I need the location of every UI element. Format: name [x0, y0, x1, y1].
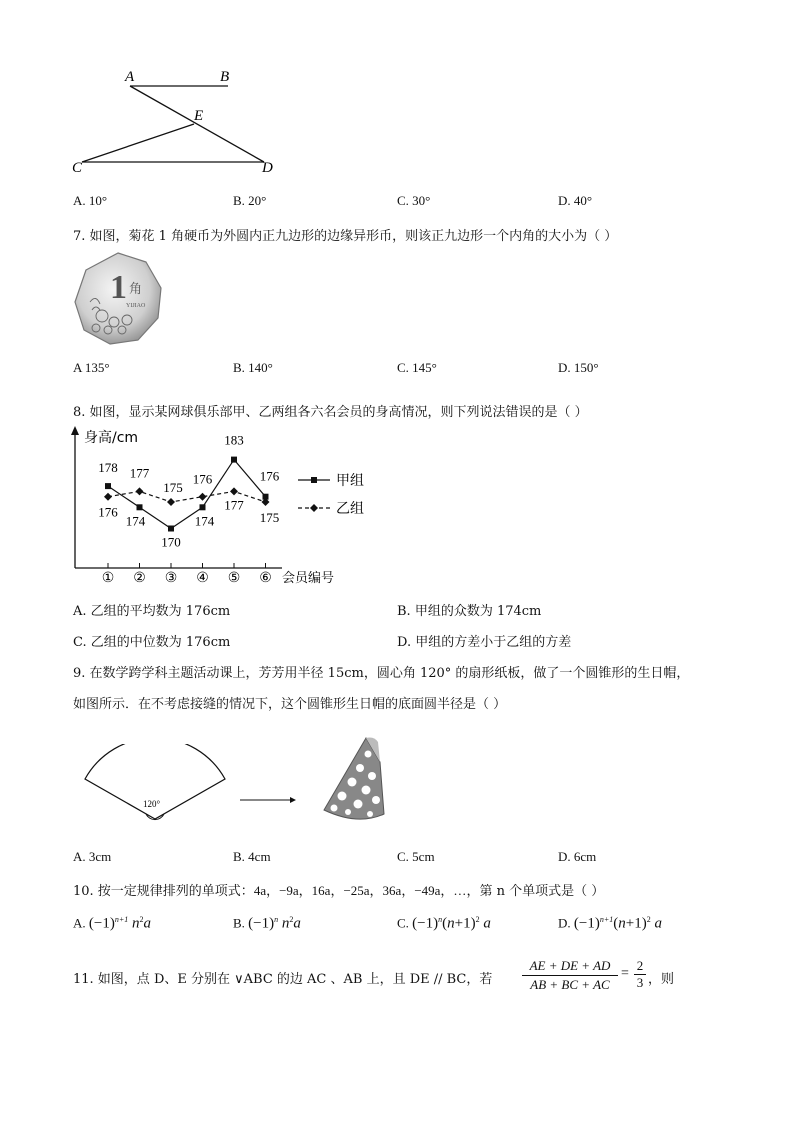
label-b: B: [220, 69, 230, 85]
legend-label-jia: 甲组: [336, 473, 364, 489]
q11-equals: =: [621, 966, 629, 981]
data-label: 170: [161, 534, 181, 550]
q8-option-b[interactable]: B. 甲组的众数为 174cm: [397, 604, 542, 619]
q7-option-b[interactable]: B. 140°: [233, 360, 273, 375]
data-point: [104, 493, 112, 501]
q10-option-c[interactable]: C. $(-1)^n(n+1)^2$ a: [397, 915, 491, 932]
label-a: A: [125, 69, 135, 85]
sector-angle-label: 120°: [143, 799, 161, 809]
q9-option-b[interactable]: B. 4cm: [233, 849, 271, 864]
geometry-figure: [60, 62, 290, 182]
chart-xlabel: 会员编号: [282, 571, 335, 586]
q10-terms: 4a，−9a，16a，−25a，36a，−49a，…: [253, 883, 467, 898]
chart-ylabel: 身高/cm: [84, 430, 139, 446]
q9-option-d[interactable]: D. 6cm: [558, 849, 597, 864]
height-line-chart: [60, 424, 380, 594]
data-label: 177: [129, 465, 150, 481]
legend-label-yi: 乙组: [336, 501, 364, 517]
q8-option-d[interactable]: D. 甲组的方差小于乙组的方差: [397, 635, 572, 650]
coin-image: [72, 250, 164, 348]
q8-option-c[interactable]: C. 乙组的中位数为 176cm: [73, 635, 231, 650]
data-label: 176: [192, 471, 213, 487]
y-axis-arrow-icon: [71, 426, 79, 435]
data-label: 174: [125, 513, 146, 529]
x-tick-label: ②: [133, 571, 146, 586]
data-point: [136, 487, 144, 495]
q9-option-a[interactable]: A. 3cm: [73, 849, 112, 864]
q8-stem: 8. 如图，显示某网球俱乐部甲、乙两组各六名会员的身高情况，则下列说法错误的是（ ）: [73, 405, 588, 420]
q11-ratio: [634, 958, 646, 991]
q10-stem: [73, 880, 604, 899]
data-label: 176: [259, 468, 280, 484]
data-point: [200, 504, 206, 510]
label-c: C: [72, 160, 83, 176]
data-point: [167, 498, 175, 506]
sector-figure: [80, 744, 230, 824]
x-tick-label: ⑤: [227, 571, 241, 586]
coin-char: 角: [129, 282, 143, 297]
q7-option-d[interactable]: D. 150°: [558, 360, 599, 375]
data-label: 174: [194, 513, 215, 529]
label-e: E: [194, 108, 204, 124]
data-point: [231, 457, 237, 463]
q6-option-a[interactable]: A. 10°: [73, 193, 108, 208]
data-point: [168, 526, 174, 532]
data-label: 175: [163, 480, 183, 495]
q11-ratio-den: 3: [636, 975, 644, 990]
q10-stem-prefix: 10. 按一定规律排列的单项式：: [73, 884, 254, 899]
coin-pinyin: YIJIAO: [126, 303, 146, 309]
data-point: [105, 483, 111, 489]
q7-option-c[interactable]: C. 145°: [397, 360, 437, 375]
data-label: 178: [98, 460, 118, 476]
q11-fraction: [522, 958, 618, 993]
q11-stem: [73, 968, 492, 987]
q10-option-b[interactable]: B. $(-1)^n$ $n^2a$: [233, 915, 301, 932]
q8-option-a[interactable]: A. 乙组的平均数为 176cm: [73, 604, 231, 619]
data-label: 183: [224, 432, 244, 448]
q10-option-d-label: D.: [558, 915, 571, 931]
label-d: D: [262, 160, 273, 176]
q7-option-a[interactable]: A 135°: [73, 360, 110, 375]
x-tick-label: ①: [101, 571, 115, 586]
data-point: [199, 493, 207, 501]
q11-suffix: ，则: [648, 972, 675, 987]
q11-prefix: 11. 如图，点 D、E 分别在 ∨ABC 的边 AC 、AB 上，且 DE // BC，若: [73, 972, 493, 987]
party-hat-icon: [318, 734, 388, 828]
x-tick-label: ④: [196, 571, 209, 586]
q6-option-d[interactable]: D. 40°: [558, 193, 593, 208]
q9-option-c[interactable]: C. 5cm: [397, 849, 435, 864]
q6-option-b[interactable]: B. 20°: [233, 193, 267, 208]
q10-option-d[interactable]: D. $(-1)^{n+1}(n+1)^2$ a: [558, 915, 662, 932]
q10-option-a[interactable]: A. $(-1)^{n+1}$ $n^2a$: [73, 915, 151, 932]
q10-option-b-label: B.: [233, 915, 245, 931]
q7-stem: 7. 如图，菊花 1 角硬币为外圆内正九边形的边缘异形币，则该正九边形一个内角的大小为（ ）: [73, 229, 618, 244]
q6-option-c[interactable]: C. 30°: [397, 193, 431, 208]
q10-option-c-label: C.: [397, 915, 409, 931]
x-tick-label: ③: [164, 571, 178, 586]
q11-frac-num: AE + DE + AD: [522, 958, 618, 976]
chart-legend: [298, 473, 364, 517]
q10-option-a-label: A.: [73, 915, 86, 931]
q11-ratio-num: 2: [634, 958, 646, 975]
arrow-icon: [238, 794, 298, 806]
data-label: 177: [224, 497, 244, 513]
q11-frac-den: AB + BC + AC: [530, 977, 610, 992]
q9-stem-line2: 如图所示．在不考虑接缝的情况下，这个圆锥形生日帽的底面圆半径是（ ）: [73, 697, 507, 712]
q10-stem-suffix: ，第 n 个单项式是（ ）: [466, 884, 605, 899]
data-label: 176: [98, 504, 118, 520]
data-point: [137, 504, 143, 510]
coin-numeral: 1: [110, 269, 127, 306]
q9-stem-line1: 9. 在数学跨学科主题活动课上，芳芳用半径 15cm，圆心角 120° 的扇形纸板，做了一个圆锥形的生日帽，: [73, 666, 690, 681]
data-label: 175: [259, 510, 280, 525]
x-tick-label: ⑥: [259, 571, 272, 586]
data-point: [230, 487, 238, 495]
